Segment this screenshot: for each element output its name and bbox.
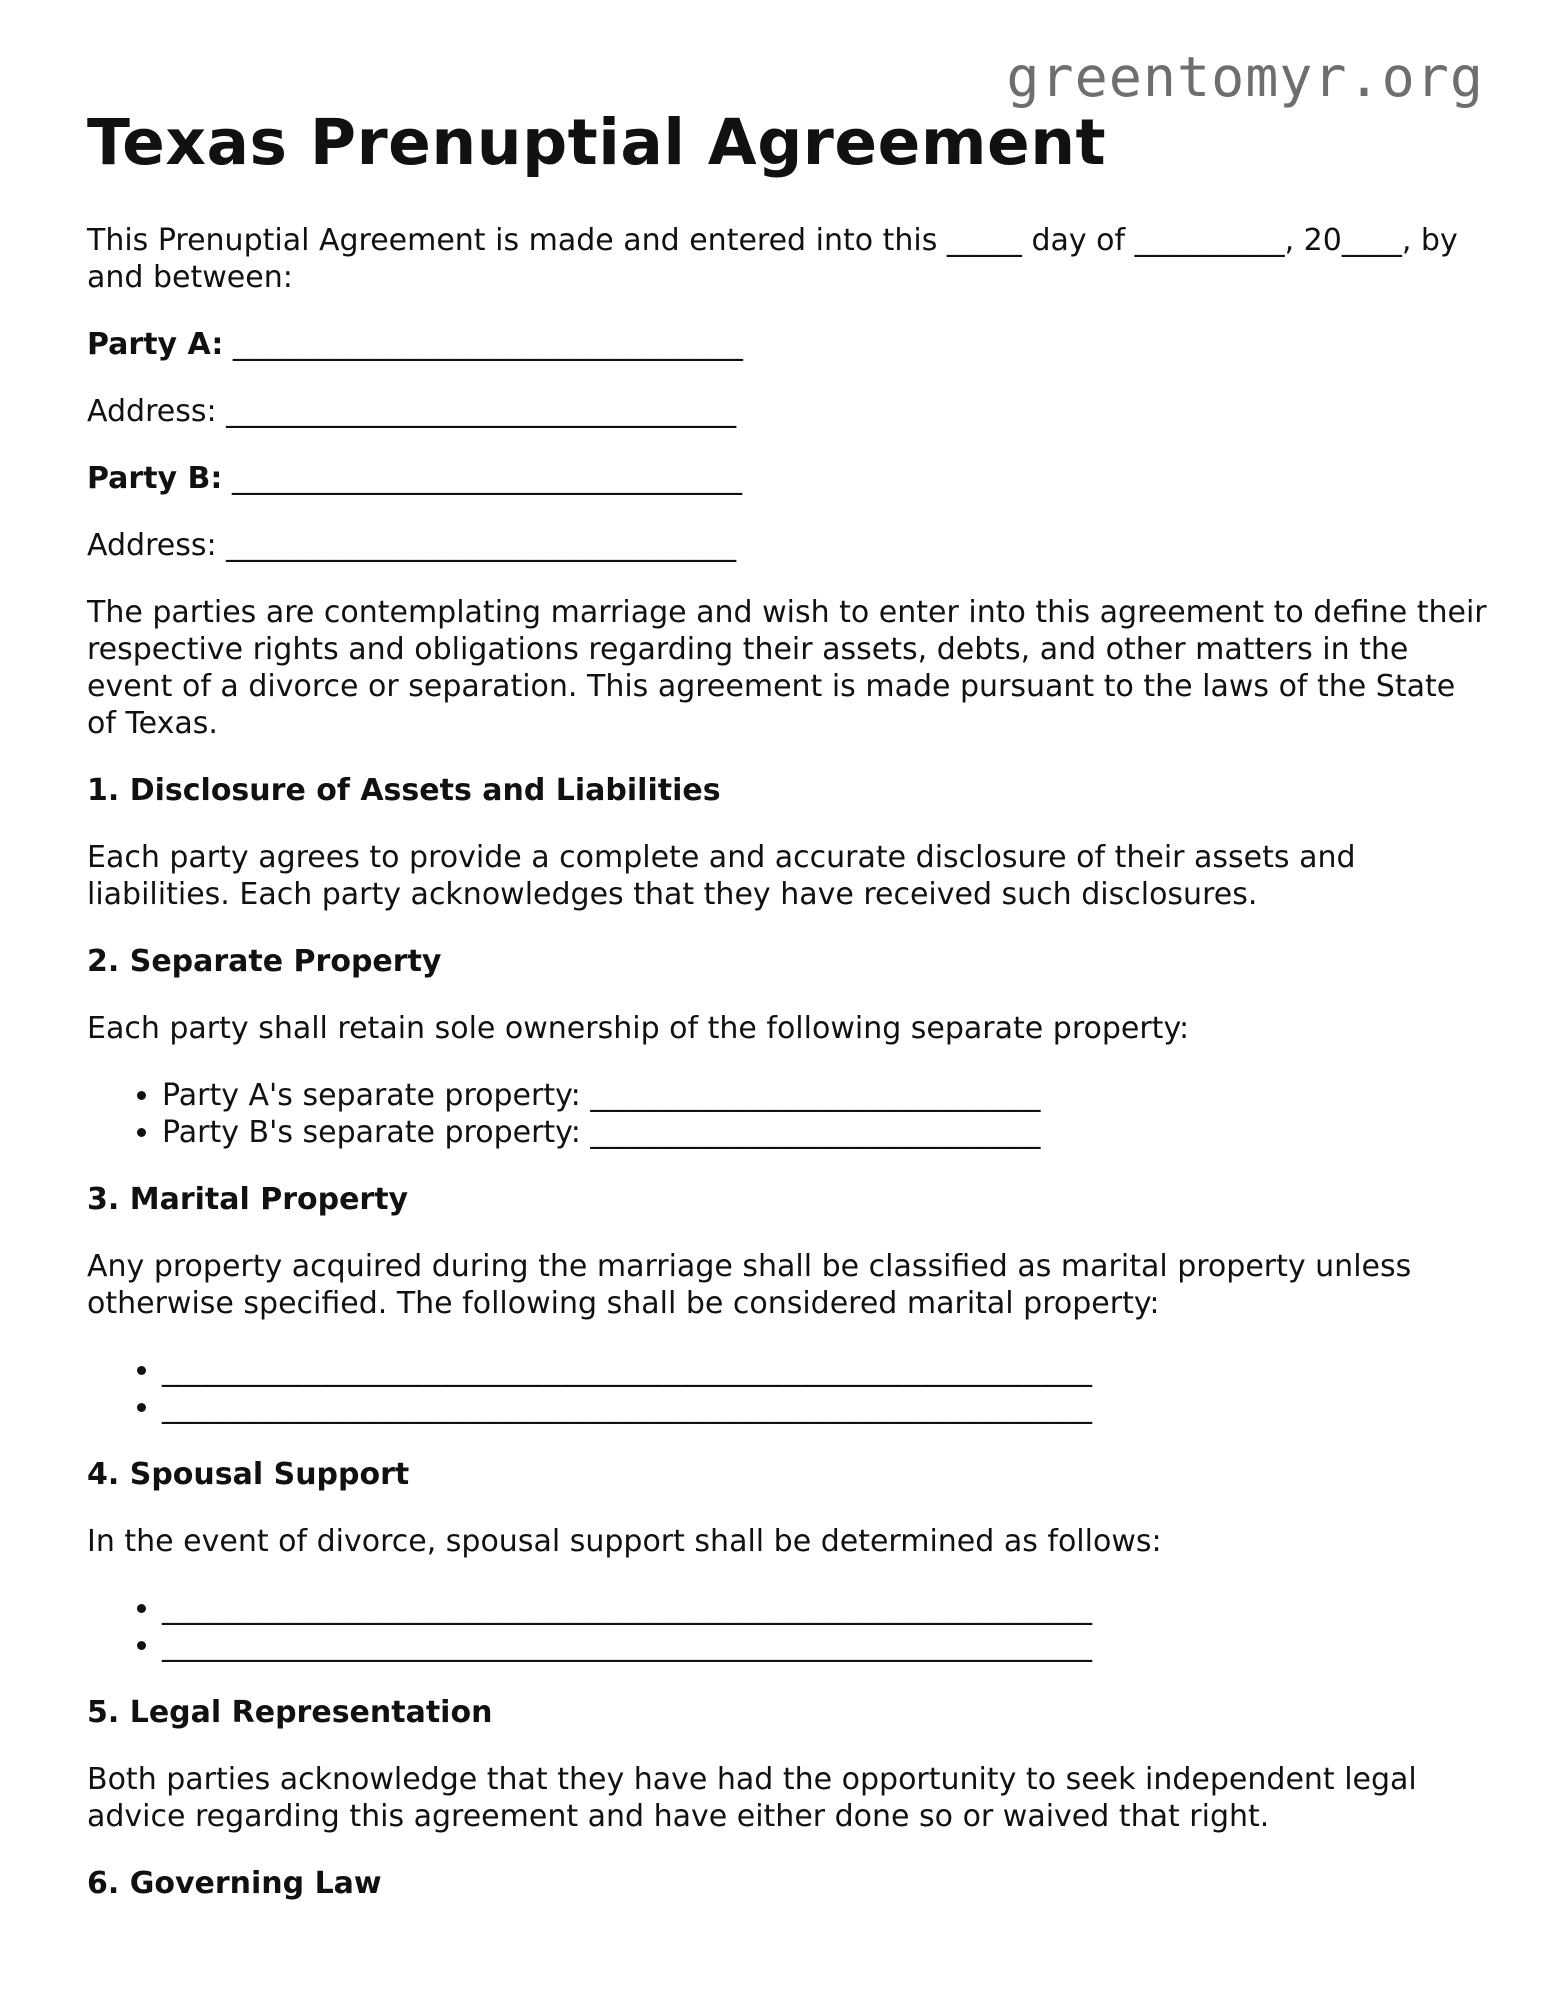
- party-b-line: [87, 460, 1487, 497]
- section-heading-separate-property: 2. Separate Property: [87, 944, 442, 979]
- party-a-address-line: [87, 393, 1487, 430]
- spousal-support-list: [87, 1590, 1487, 1664]
- section-heading-legal-representation: 5. Legal Representation: [87, 1695, 493, 1730]
- party-a-address-label: Address:: [87, 394, 217, 429]
- separate-property-list: [87, 1077, 1487, 1151]
- party-a-label: Party A:: [87, 327, 224, 362]
- section-text-disclosure: Each party agrees to provide a complete and accurate disclosure of their assets and liabilities. Each party acknowledges that they have received such disclosures.: [87, 840, 1356, 912]
- list-item[interactable]: • ______________________________________________________________: [162, 1590, 1487, 1627]
- section-text-marital-property: Any property acquired during the marriage shall be classified as marital property unless otherwise specified. The following shall be considered marital property:: [87, 1249, 1412, 1321]
- party-a-address-blank[interactable]: __________________________________: [226, 394, 737, 429]
- party-b-address-blank[interactable]: __________________________________: [226, 528, 737, 563]
- party-a-line: [87, 326, 1487, 363]
- list-item[interactable]: • Party A's separate property: ______________________________: [162, 1077, 1487, 1114]
- party-b-address-label: Address:: [87, 528, 217, 563]
- section-heading-governing-law: 6. Governing Law: [87, 1866, 382, 1901]
- document-body: [87, 222, 1487, 1932]
- list-item[interactable]: • ______________________________________________________________: [162, 1389, 1487, 1426]
- section-heading-marital-property: 3. Marital Property: [87, 1182, 409, 1217]
- party-b-blank[interactable]: __________________________________: [231, 461, 742, 496]
- list-item[interactable]: • Party B's separate property: ______________________________: [162, 1114, 1487, 1151]
- section-text-legal-representation: Both parties acknowledge that they have had the opportunity to seek independent legal advice regarding this agreement and have either done so or waived that right.: [87, 1762, 1417, 1834]
- recital-paragraph: The parties are contemplating marriage and wish to enter into this agreement to define their respective rights and obligations regarding their assets, debts, and other matters in the event of a divorce or separation. This agreement is made pursuant to the laws of the State of Texas.: [87, 595, 1487, 741]
- marital-property-list: [87, 1352, 1487, 1426]
- section-heading-disclosure: 1. Disclosure of Assets and Liabilities: [87, 773, 721, 808]
- list-item[interactable]: • ______________________________________________________________: [162, 1352, 1487, 1389]
- list-item[interactable]: • ______________________________________________________________: [162, 1627, 1487, 1664]
- section-text-separate-property: Each party shall retain sole ownership of the following separate property:: [87, 1011, 1190, 1046]
- section-heading-spousal-support: 4. Spousal Support: [87, 1457, 410, 1492]
- watermark: greentomyr.org: [1006, 45, 1484, 109]
- intro-paragraph: This Prenuptial Agreement is made and entered into this _____ day of __________, 20____, by and between:: [87, 223, 1458, 295]
- party-b-address-line: [87, 527, 1487, 564]
- party-b-label: Party B:: [87, 461, 223, 496]
- section-text-spousal-support: In the event of divorce, spousal support shall be determined as follows:: [87, 1524, 1162, 1559]
- party-a-blank[interactable]: __________________________________: [232, 327, 743, 362]
- page-title: Texas Prenuptial Agreement: [87, 106, 1107, 179]
